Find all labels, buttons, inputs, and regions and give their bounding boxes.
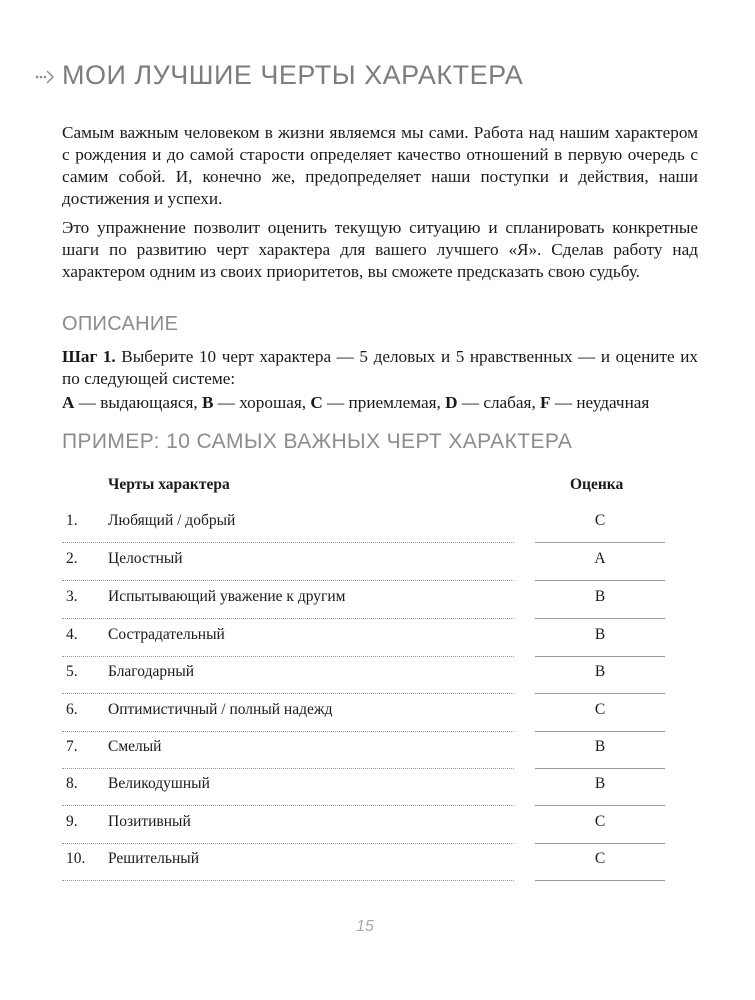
row-number: 4. [66, 626, 78, 643]
grade-cell [535, 730, 665, 769]
grade-letter: B [201, 393, 214, 412]
trait-name: Любящий / добрый [108, 512, 236, 529]
table-row [62, 542, 514, 581]
grade-value: C [594, 512, 606, 529]
row-number: 7. [66, 738, 78, 755]
page-title [34, 60, 724, 91]
row-number: 8. [66, 775, 78, 792]
table-row [62, 805, 514, 844]
grade-cell [535, 767, 665, 806]
grade-letter: D [445, 393, 458, 412]
grade-value: C [594, 850, 606, 867]
table-row [62, 504, 514, 543]
grade-value: B [594, 626, 606, 643]
trait-name: Великодушный [108, 775, 210, 792]
trait-name: Решительный [108, 850, 199, 867]
grade-value: B [594, 738, 606, 755]
row-number: 2. [66, 550, 78, 567]
column-header-traits: Черты характера [108, 476, 230, 493]
grade-desc: — выдающаяся, [74, 393, 202, 412]
trait-name: Сострадательный [108, 626, 225, 643]
row-number: 5. [66, 663, 78, 680]
grade-cell [535, 805, 665, 844]
row-number: 6. [66, 701, 78, 718]
grade-cell [535, 542, 665, 581]
grade-desc: — приемлемая, [322, 393, 446, 412]
trait-name: Благодарный [108, 663, 195, 680]
intro-paragraph-2: Это упражнение позволит оценить текущую ситуацию и спланировать конкретные шаги по развитию черт характера для вашего лучшего «Я». Сделав работу над характером одним из своих приоритетов, вы сможете предсказать свою судьбу. [62, 218, 698, 281]
step-instruction [62, 346, 698, 390]
grade-value: C [594, 701, 606, 718]
trait-name: Позитивный [108, 813, 191, 830]
grade-value: A [594, 550, 606, 567]
grade-desc: — хорошая, [213, 393, 311, 412]
trait-name: Испытывающий уважение к другим [108, 588, 346, 605]
trait-name: Оптимистичный / полный надежд [108, 701, 333, 718]
grade-value: B [594, 663, 606, 680]
table-row [62, 618, 514, 657]
grade-letter: C [310, 393, 323, 412]
table-row [62, 842, 514, 881]
trait-name: Смелый [108, 738, 162, 755]
grade-cell [535, 693, 665, 732]
arrow-right-icon [34, 67, 56, 87]
heading-text: МОИ ЛУЧШИЕ ЧЕРТЫ ХАРАКТЕРА [62, 60, 524, 90]
example-title: ПРИМЕР: 10 САМЫХ ВАЖНЫХ ЧЕРТ ХАРАКТЕРА [62, 430, 573, 453]
trait-name: Целостный [108, 550, 183, 567]
grade-letter: F [540, 393, 551, 412]
grade-letter: A [62, 393, 75, 412]
grade-desc: — неудачная [550, 393, 650, 412]
grade-cell [535, 655, 665, 694]
step-text: Выберите 10 черт характера — 5 деловых и 5 нравственных — и оцените их по следующей системе: [62, 347, 698, 388]
table-row [62, 580, 514, 619]
grade-cell [535, 618, 665, 657]
row-number: 1. [66, 512, 78, 529]
grade-desc: — слабая, [457, 393, 541, 412]
grade-cell [535, 504, 665, 543]
row-number: 10. [66, 850, 86, 867]
grade-value: B [594, 775, 606, 792]
grade-cell [535, 580, 665, 619]
step-label: Шаг 1. [62, 347, 116, 366]
table-row [62, 767, 514, 806]
grade-legend [62, 392, 702, 414]
intro-text [62, 122, 698, 290]
table-row [62, 730, 514, 769]
table-row [62, 693, 514, 732]
table-row [62, 655, 514, 694]
row-number: 3. [66, 588, 78, 605]
grade-value: B [594, 588, 606, 605]
grade-value: C [594, 813, 606, 830]
page-number: 15 [356, 918, 374, 935]
grade-cell [535, 842, 665, 881]
row-number: 9. [66, 813, 78, 830]
column-header-grade: Оценка [570, 476, 624, 493]
intro-paragraph-1: Самым важным человеком в жизни являемся мы сами. Работа над нашим характером с рождения и до самой старости определяет качество отношений в первую очередь с самим собой. И, конечно же, предопределяет наши поступки и действия, наши достижения и успехи. [62, 123, 698, 208]
description-title: ОПИСАНИЕ [62, 313, 179, 335]
